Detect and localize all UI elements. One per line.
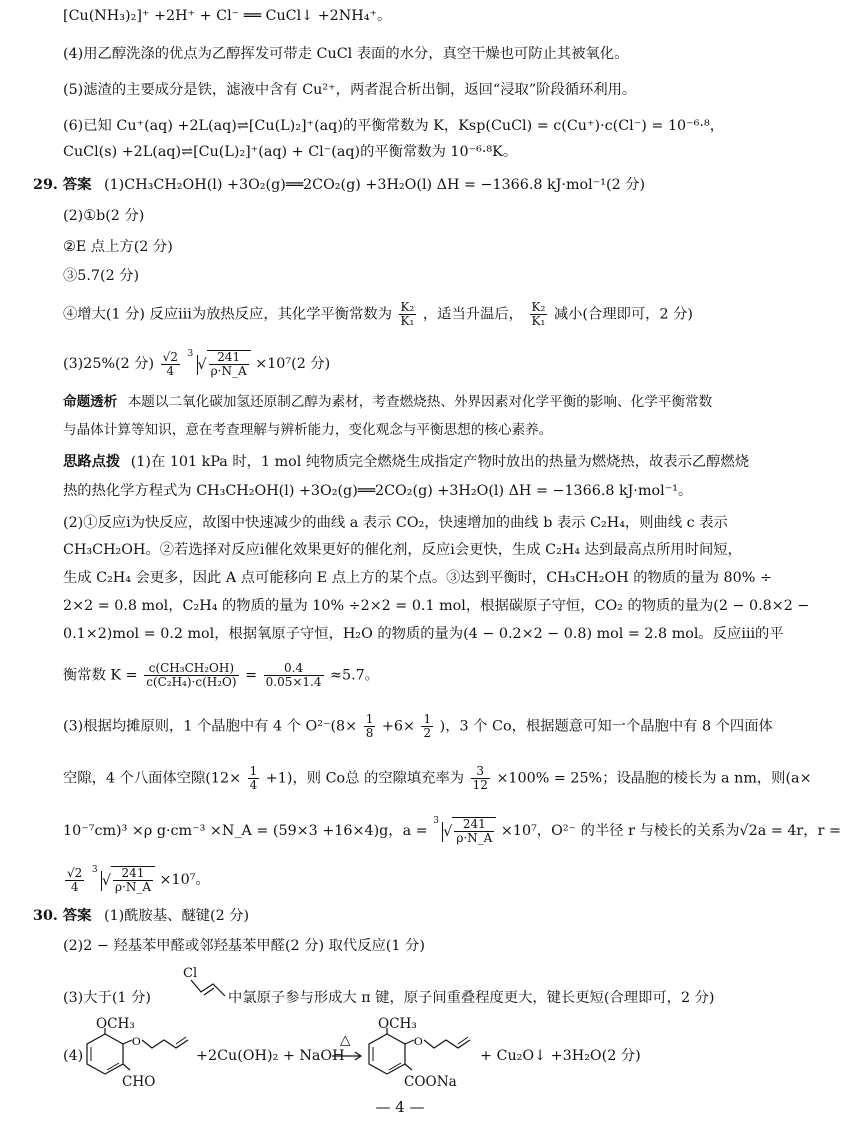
chlorine-label: Cl <box>183 966 198 981</box>
text-line: (1)CH₃CH₂OH(l) +3O₂(g)══2CO₂(g) +3H₂O(l) ΔH = −1366.8 kJ·mol⁻¹(2 分) <box>104 177 646 193</box>
heat-label: △ <box>340 1032 351 1048</box>
text-line: 与晶体计算等知识，意在考查理解与辨析能力，变化观念与平衡思想的核心素养。 <box>63 422 553 438</box>
text-segment: +6× <box>381 718 415 735</box>
text-segment: 中氯原子参与形成大 π 键，原子间重叠程度更大，键长更短(合理即可，2 分) <box>228 990 715 1006</box>
fraction: $\frac{\text{K₂}}{\text{K₁}}$ <box>400 300 415 328</box>
tips-label: 思路点拨 <box>63 454 121 470</box>
page-number: — 4 — <box>375 1098 425 1116</box>
text-line: (2)2 − 羟基苯甲醛或邻羟基苯甲醛(2 分) 取代反应(1 分) <box>63 938 425 954</box>
text-segment: +1)，则 Co总 的空隙填充率为 <box>265 770 465 787</box>
text-segment: ×10⁷。 <box>159 872 210 888</box>
svg-text:O: O <box>132 1034 141 1048</box>
text-line: (2)①b(2 分) <box>63 208 145 224</box>
svg-text:O: O <box>414 1034 423 1048</box>
text-segment: ≈5.7。 <box>330 667 380 684</box>
fraction: $\frac{\text{c(CH₃CH₂OH)}}{\text{c(C₂H₄)·c(H₂O)}}$ <box>146 661 237 689</box>
text-line: ③5.7(2 分) <box>63 268 140 284</box>
text-line: ②E 点上方(2 分) <box>63 239 173 255</box>
text-line: 生成 C₂H₄ 会更多，因此 A 点可能移向 E 点上方的某个点。③达到平衡时，CH₃CH₂OH 的物质的量为 80% ÷ <box>63 570 772 586</box>
text-segment: (3)25%(2 分) <box>63 356 155 372</box>
aldehyde-label: CHO <box>122 1074 156 1090</box>
text-line: (2)①反应ⅰ为快反应，故图中快速减少的曲线 a 表示 CO₂，快速增加的曲线 b 表示 C₂H₄，则曲线 c 表示 <box>63 515 728 531</box>
product-structure <box>362 1028 482 1083</box>
text-segment: ×10⁷，O²⁻ 的半径 r 与棱长的关系为√2a = 4r，r = <box>500 823 841 839</box>
text-line: [Cu(NH₃)₂]⁺ +2H⁺ + Cl⁻ ══ CuCl↓ +2NH₄⁺。 <box>63 8 392 24</box>
text-segment: (3)根据均摊原则，1 个晶胞中有 4 个 O²⁻(8× <box>63 718 358 735</box>
text-segment: (3)大于(1 分) <box>63 990 151 1006</box>
question-30-label: 30. 答案 <box>33 908 92 924</box>
text-segment: 10⁻⁷cm)³ ×ρ g·cm⁻³ ×N_A = (59×3 +16×4)g，a = <box>63 823 428 839</box>
fraction: $\frac{0.4}{0.05\times 1.4}$ <box>265 661 322 689</box>
text-segment: )，3 个 Co，根据题意可知一个晶胞中有 8 个四面体 <box>439 718 773 735</box>
reaction-arrow <box>332 1051 364 1061</box>
text-segment: 减小(合理即可，2 分) <box>553 306 693 323</box>
text-line: 热的热化学方程式为 CH₃CH₂OH(l) +3O₂(g)══2CO₂(g) +3H₂O(l) ΔH = −1366.8 kJ·mol⁻¹。 <box>63 483 693 499</box>
text-line: (6)已知 Cu⁺(aq) +2L(aq)⇌[Cu(L)₂]⁺(aq)的平衡常数为 K，Ksp(CuCl) = c(Cu⁺)·c(Cl⁻) = 10⁻⁶·⁸， <box>63 118 724 134</box>
text-segment: = <box>245 667 258 684</box>
text-line: (5)滤渣的主要成分是铁，滤液中含有 Cu²⁺，两者混合析出铜，返回“浸取”阶段循环利用。 <box>63 82 637 98</box>
formula-line <box>63 713 773 740</box>
formula-line <box>63 817 841 845</box>
text-line: CuCl(s) +2L(aq)⇌[Cu(L)₂]⁺(aq) + Cl⁻(aq)的平衡常数为 10⁻⁶·⁸K。 <box>63 144 518 160</box>
methoxy-label: OCH₃ <box>378 1016 417 1032</box>
text-segment: ④增大(1 分) 反应ⅲ为放热反应，其化学平衡常数为 <box>63 306 392 323</box>
formula-line <box>63 662 379 689</box>
text-segment: ×100% = 25%；设晶胞的棱长为 a nm，则(a× <box>496 770 812 787</box>
vinyl-chloride-structure <box>185 978 230 1002</box>
text-line: (1)在 101 kPa 时，1 mol 纯物质完全燃烧生成指定产物时放出的热量为燃烧热，故表示乙醇燃烧 <box>130 454 750 470</box>
fraction: $\frac{√2}{4}$ <box>67 865 83 894</box>
methoxy-label: OCH₃ <box>96 1016 135 1032</box>
text-line: 2×2 = 0.8 mol，C₂H₄ 的物质的量为 10% ÷2×2 = 0.1 mol，根据碳原子守恒，CO₂ 的物质的量为(2 − 0.8×2 − <box>63 598 810 614</box>
formula-line <box>63 866 210 894</box>
fraction: $\frac{√2}{4}$ <box>162 349 178 378</box>
text-segment: + Cu₂O↓ +3H₂O(2 分) <box>480 1048 641 1064</box>
formula-line <box>63 765 812 792</box>
text-segment: +2Cu(OH)₂ + NaOH <box>196 1048 345 1064</box>
text-segment: 衡常数 K = <box>63 667 138 684</box>
text-segment: ×10⁷(2 分) <box>255 356 331 372</box>
carboxylate-label: COONa <box>404 1074 457 1090</box>
text-line: CH₃CH₂OH。②若选择对反应ⅰ催化效果更好的催化剂，反应ⅰ会更快，生成 C₂H₄ 达到最高点所用时间短， <box>63 542 742 558</box>
text-segment: ，适当升温后， <box>422 306 523 323</box>
analysis-label: 命题透析 <box>63 394 118 410</box>
text-segment: 空隙，4 个八面体空隙(12× <box>63 770 242 787</box>
fraction: $\frac{\text{K₂}}{\text{K₁}}$ <box>531 300 546 328</box>
cube-root: 3 √ $\frac{241}{\rho\cdot N\_A}$ <box>442 817 496 845</box>
fraction: $\frac{1}{8}$ <box>365 712 374 740</box>
text-line: (1)酰胺基、醚键(2 分) <box>104 908 250 924</box>
text-line: 0.1×2)mol = 0.2 mol，根据氧原子守恒，H₂O 的物质的量为(4 − 0.2×2 − 0.8) mol = 2.8 mol。反应ⅲ的平 <box>63 626 784 642</box>
text-line: 本题以二氧化碳加氢还原制乙醇为素材，考查燃烧热、外界因素对化学平衡的影响、化学平衡常数 <box>127 394 713 410</box>
formula-line <box>63 350 330 378</box>
cube-root: 3 √ $\frac{241}{\rho\cdot N\_A}$ <box>101 866 155 894</box>
fraction: $\frac{1}{4}$ <box>249 764 258 792</box>
text-segment: (4) <box>63 1048 84 1064</box>
question-29-label: 29. 答案 <box>33 177 92 193</box>
fraction: $\frac{3}{12}$ <box>472 764 488 792</box>
cube-root: 3 √ $\frac{241}{\rho\cdot N\_A}$ <box>197 350 251 378</box>
fraction: $\frac{1}{2}$ <box>423 712 432 740</box>
reactant-structure <box>80 1028 200 1083</box>
text-line: (4)用乙醇洗涤的优点为乙醇挥发可带走 CuCl 表面的水分，真空干燥也可防止其被氧化。 <box>63 46 629 62</box>
formula-line <box>63 301 693 328</box>
